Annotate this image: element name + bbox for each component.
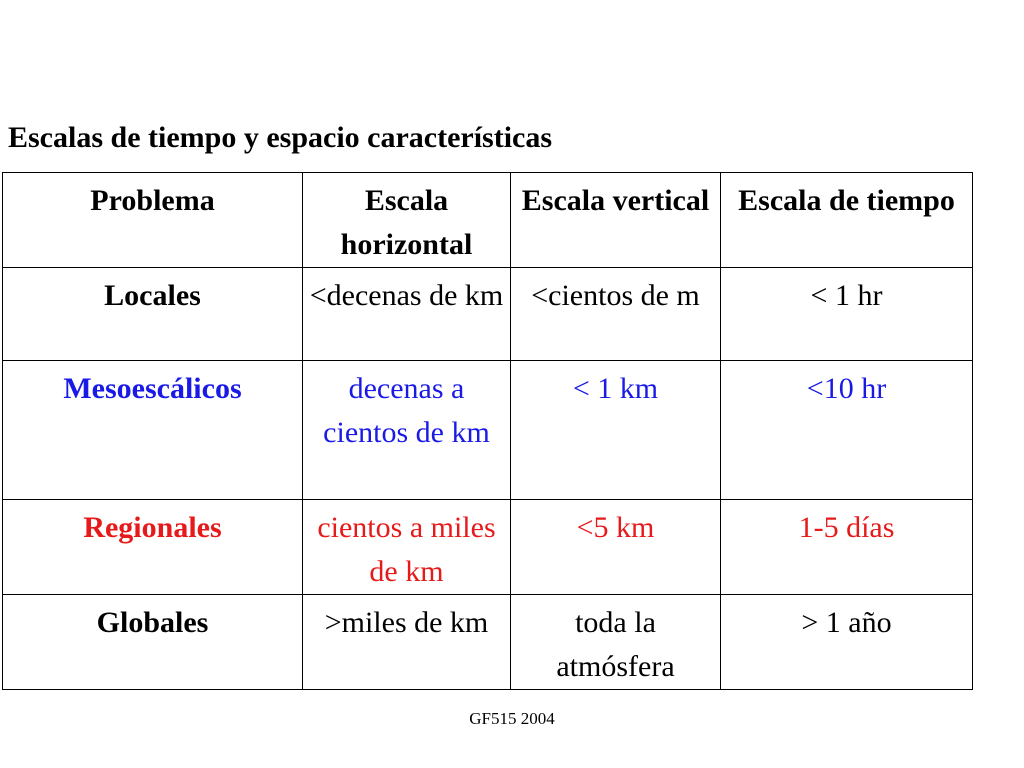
- table-row-mesoescalicos: [3, 361, 973, 500]
- page-title: Escalas de tiempo y espacio características: [8, 121, 553, 154]
- cell-time: < 1 hr: [721, 268, 973, 361]
- header-problema: Problema: [3, 173, 303, 268]
- cell-vertical: <cientos de m: [511, 268, 721, 361]
- cell-horizontal: decenas a cientos de km: [303, 361, 511, 500]
- scales-table: [2, 172, 973, 690]
- header-escala-vertical: Escala vertical: [511, 173, 721, 268]
- table-header-row: [3, 173, 973, 268]
- cell-time: 1-5 días: [721, 500, 973, 595]
- cell-problem: Mesoescálicos: [3, 361, 303, 500]
- cell-vertical: toda la atmósfera: [511, 595, 721, 690]
- cell-time: > 1 año: [721, 595, 973, 690]
- table-row-locales: [3, 268, 973, 361]
- table-row-globales: [3, 595, 973, 690]
- header-escala-tiempo: Escala de tiempo: [721, 173, 973, 268]
- cell-horizontal: <decenas de km: [303, 268, 511, 361]
- cell-problem: Globales: [3, 595, 303, 690]
- cell-vertical: < 1 km: [511, 361, 721, 500]
- cell-vertical: <5 km: [511, 500, 721, 595]
- footer-label: GF515 2004: [469, 709, 555, 728]
- cell-problem: Locales: [3, 268, 303, 361]
- cell-time: <10 hr: [721, 361, 973, 500]
- cell-horizontal: cientos a miles de km: [303, 500, 511, 595]
- cell-problem: Regionales: [3, 500, 303, 595]
- cell-horizontal: >miles de km: [303, 595, 511, 690]
- header-escala-horizontal: Escala horizontal: [303, 173, 511, 268]
- table-row-regionales: [3, 500, 973, 595]
